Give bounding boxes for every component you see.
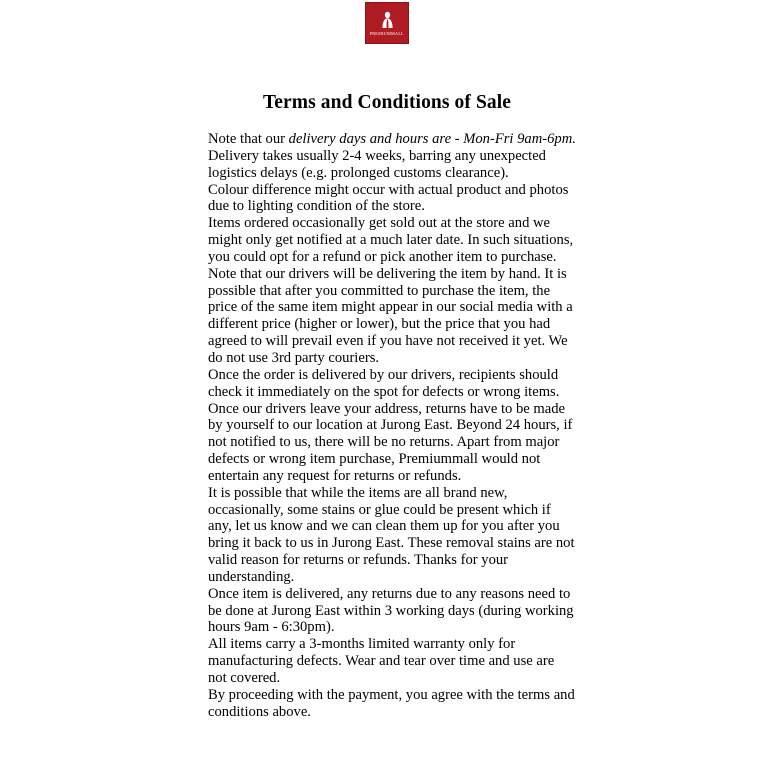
paragraph-9: By proceeding with the payment, you agree with the terms and conditions above. xyxy=(208,686,575,720)
paragraph-7: Once item is delivered, any returns due to any reasons need to be done at Jurong East within 3 working days (during working hours 9am - 6:30pm). xyxy=(208,585,574,636)
paragraph-0-lead: Note that our xyxy=(208,131,289,147)
woman-silhouette-icon xyxy=(381,11,394,29)
paragraph-4: Note that our drivers will be delivering the item by hand. It is possible that after you committed to purchase the item, the price of the same item might appear in our social media with a different price (higher or lower), but the price that you had agreed to will prevail even if you have not received it yet. We do not use 3rd party couriers. xyxy=(208,265,573,366)
brand-logo xyxy=(0,2,774,44)
logo-badge xyxy=(365,2,409,44)
paragraph-1: Delivery takes usually 2-4 weeks, barring any unexpected logistics delays (e.g. prolonged customs clearance). xyxy=(208,147,546,181)
paragraph-5: Once the order is delivered by our drivers, recipients should check it immediately on the spot for defects or wrong items. Once our drivers leave your address, returns have to be made by yourself to our location at Jurong East. Beyond 24 hours, if not notified to us, there will be no returns. Apart from major defects or wrong item purchase, Premiummall would not entertain any request for returns or refunds. xyxy=(208,366,573,484)
paragraph-0-emphasis: delivery days and hours are - Mon-Fri 9am-6pm. xyxy=(288,131,576,147)
page-title: Terms and Conditions of Sale xyxy=(262,92,512,113)
paragraph-0 xyxy=(208,131,576,148)
logo-wordmark: PREMIUMMALL xyxy=(369,30,405,36)
paragraph-6: It is possible that while the items are all brand new, occasionally, some stains or glue could be present which if any, let us know and we can clean them up for you after you bring it back to us in Jurong East. These removal stains are not valid reason for returns or refunds. Thanks for your understanding. xyxy=(208,484,575,585)
paragraph-8: All items carry a 3-months limited warranty only for manufacturing defects. Wear and tear over time and use are not covered. xyxy=(208,636,555,686)
terms-body xyxy=(208,131,576,721)
paragraph-2: Colour difference might occur with actual product and photos due to lighting condition of the store. xyxy=(208,181,569,215)
paragraph-3: Items ordered occasionally get sold out at the store and we might only get notified at a much later date. In such situations, you could opt for a refund or pick another item to purchase. xyxy=(208,215,574,265)
